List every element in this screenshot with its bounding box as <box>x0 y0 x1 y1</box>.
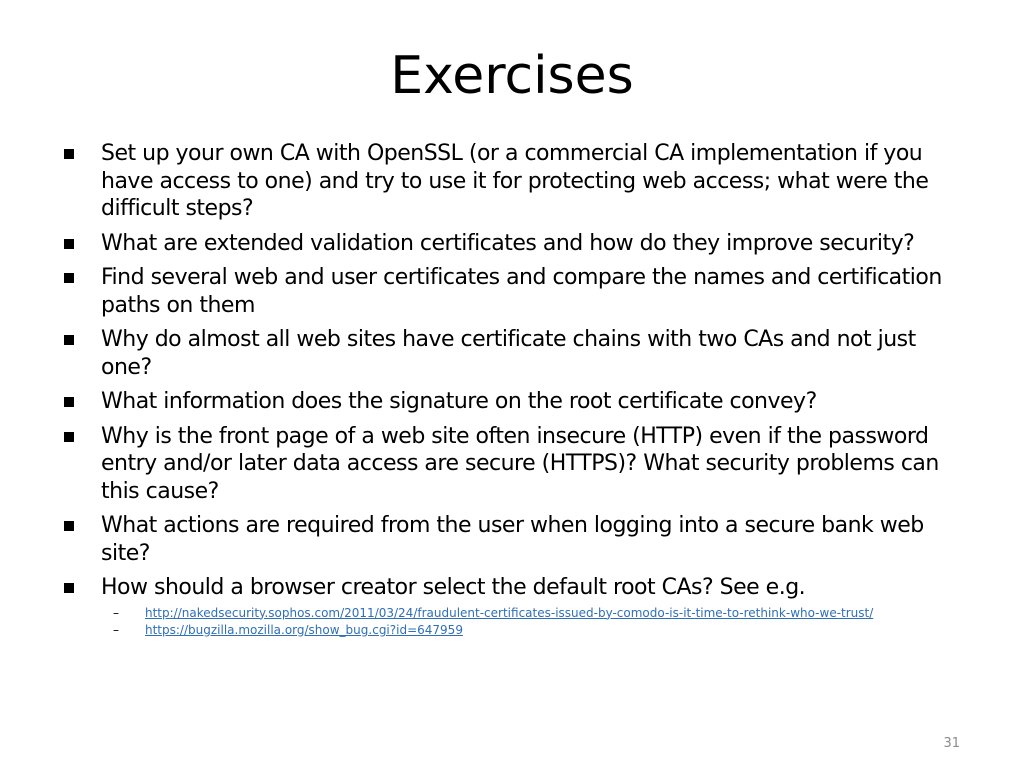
bullet-item <box>0 388 1024 416</box>
square-bullet-icon <box>64 273 74 283</box>
square-bullet-icon <box>64 432 74 442</box>
page-number: 31 <box>943 736 960 751</box>
slide-title: Exercises <box>390 46 634 106</box>
bullet-item <box>0 264 1024 319</box>
bullet-item <box>0 230 1024 258</box>
bullet-item <box>0 423 1024 506</box>
dash-bullet-icon: – <box>113 605 119 620</box>
bullet-item <box>0 326 1024 381</box>
bullet-item <box>0 574 1024 602</box>
square-bullet-icon <box>64 583 74 593</box>
square-bullet-icon <box>64 521 74 531</box>
bullet-item <box>0 512 1024 567</box>
square-bullet-icon <box>64 239 74 249</box>
bullet-text: Why is the front page of a web site often insecure (HTTP) even if the password entry and/or later data access are secure (HTTPS)? What security problems can this cause? <box>101 423 939 504</box>
dash-bullet-icon: – <box>113 622 119 637</box>
bullet-text: Why do almost all web sites have certificate chains with two CAs and not just one? <box>101 327 916 380</box>
bullet-text: What information does the signature on the root certificate convey? <box>101 389 817 414</box>
square-bullet-icon <box>64 335 74 345</box>
bullet-text: How should a browser creator select the default root CAs? See e.g. <box>101 575 806 600</box>
square-bullet-icon <box>64 397 74 407</box>
bullet-text: What are extended validation certificates and how do they improve security? <box>101 230 915 256</box>
bugzilla-link[interactable]: https://bugzilla.mozilla.org/show_bug.cgi?id=647959 <box>145 622 463 637</box>
sub-bullet-item <box>0 622 1024 639</box>
bullet-text: What actions are required from the user when logging into a secure bank web site? <box>101 513 924 566</box>
bullet-item <box>0 140 1024 223</box>
sophos-article-link[interactable]: http://nakedsecurity.sophos.com/2011/03/24/fraudulent-certificates-issued-by-comodo-is-it-time-to-rethink-who-we-trust/ <box>145 605 874 620</box>
bullet-text: Set up your own CA with OpenSSL (or a commercial CA implementation if you have access to one) and try to use it for protecting web access; what were the difficult steps? <box>101 141 929 221</box>
square-bullet-icon <box>64 149 74 159</box>
bullet-text: Find several web and user certificates and compare the names and certification paths on them <box>101 265 942 318</box>
bullet-list <box>0 140 1024 639</box>
sub-bullet-item <box>0 605 1024 622</box>
